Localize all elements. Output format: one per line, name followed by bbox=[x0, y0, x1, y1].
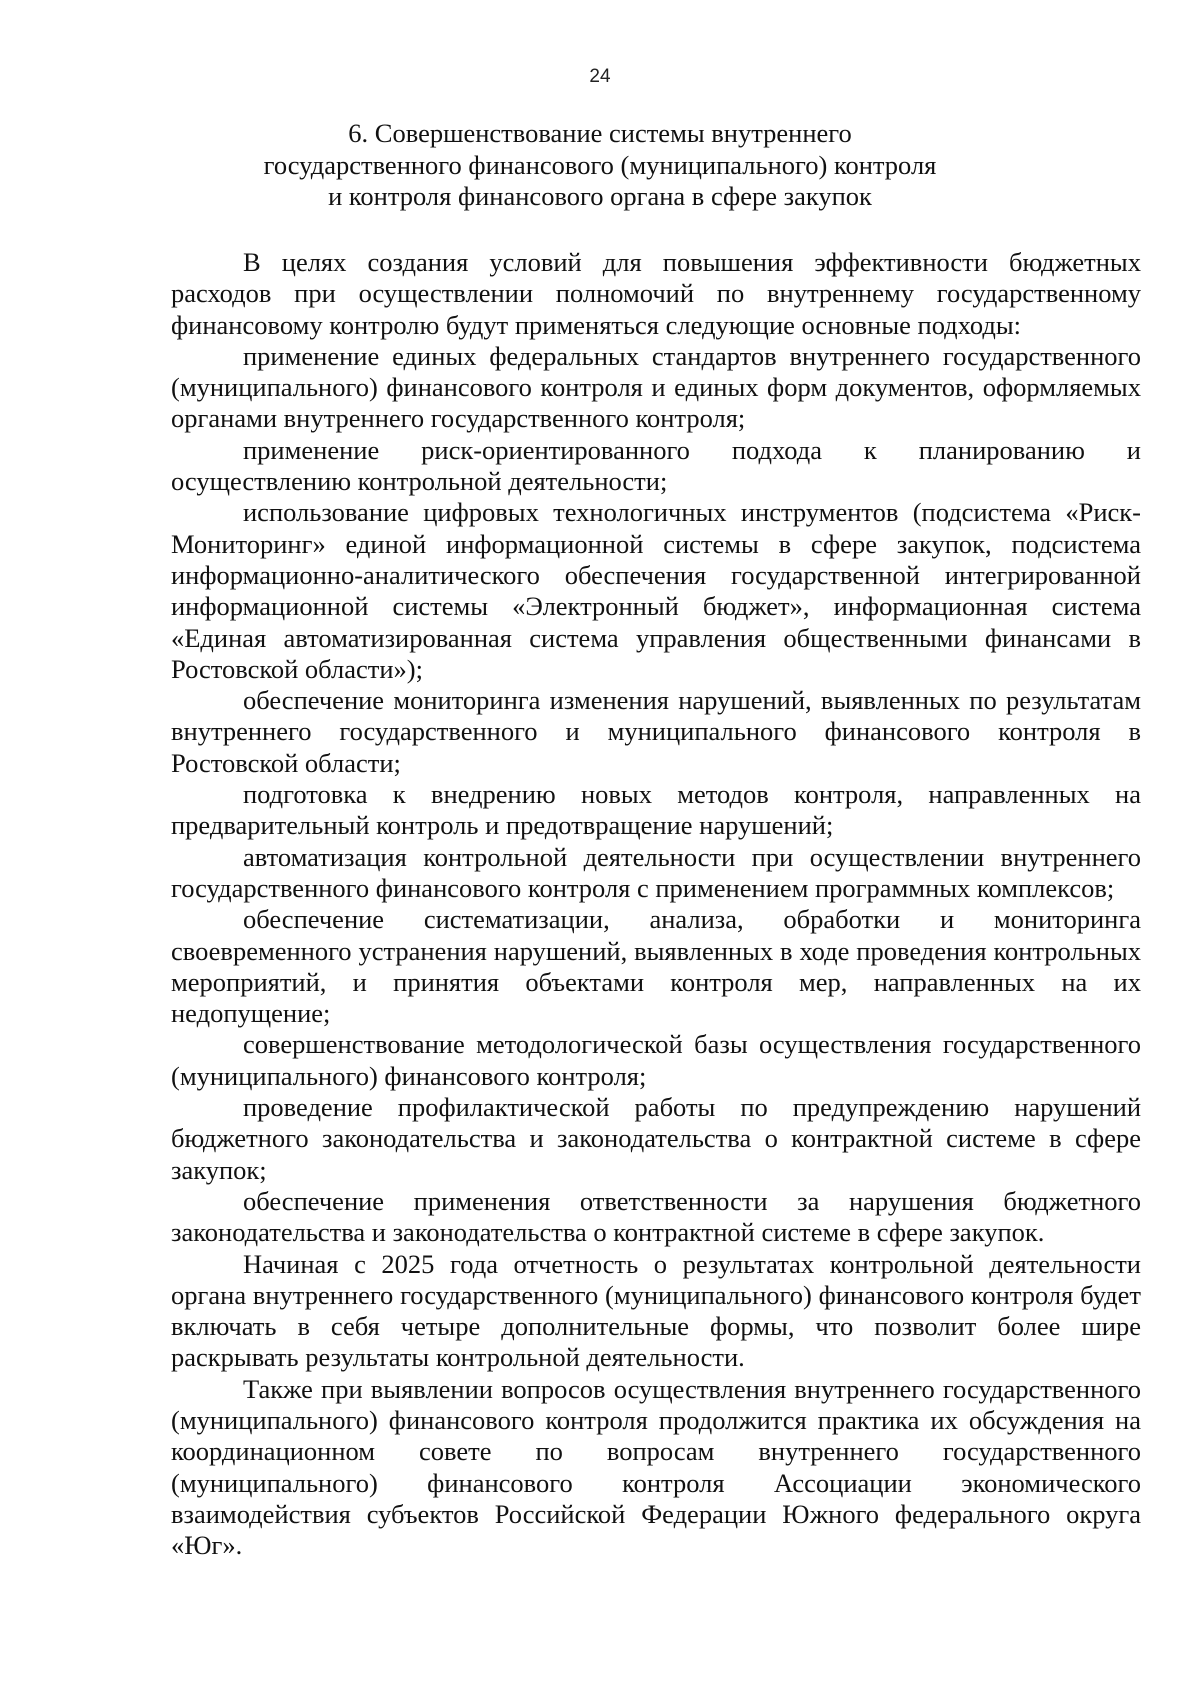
approach-item: использование цифровых технологичных инструментов (подсистема «Риск-Мониторинг» единой информационной системы в сфере закупок, подсистема информационно-аналитического обеспечения государственной интегрированной информационной системы «Электронный бюджет», информационная система «Единая автоматизированная система управления общественными финансами в Ростовской области»); bbox=[171, 497, 1141, 684]
approach-item: обеспечение мониторинга изменения нарушений, выявленных по результатам внутреннего государственного и муниципального финансового контроля в Ростовской области; bbox=[171, 685, 1141, 778]
approach-item: автоматизация контрольной деятельности при осуществлении внутреннего государственного финансового контроля с применением программных комплексов; bbox=[171, 841, 1141, 903]
approach-item: обеспечение применения ответственности за нарушения бюджетного законодательства и законодательства о контрактной системе в сфере закупок. bbox=[171, 1185, 1141, 1248]
intro-paragraph: В целях создания условий для повышения эффективности бюджетных расходов при осуществлении полномочий по внутреннему государственному финансовому контролю будут применяться следующие основные подходы: bbox=[171, 247, 1141, 340]
page-number: 24 bbox=[589, 66, 611, 87]
document-body bbox=[171, 247, 1141, 1561]
approach-item: применение риск-ориентированного подхода к планированию и осуществлению контрольной деятельности; bbox=[171, 434, 1141, 497]
section-heading-line: государственного финансового (муниципального) контроля bbox=[263, 149, 937, 180]
approach-item: проведение профилактической работы по предупреждению нарушений бюджетного законодательства и законодательства о контрактной системе в сфере закупок; bbox=[171, 1092, 1141, 1185]
section-heading bbox=[200, 118, 1000, 213]
approach-item: применение единых федеральных стандартов внутреннего государственного (муниципального) финансового контроля и единых форм документов, оформляемых органами внутреннего государственного контроля; bbox=[171, 340, 1141, 434]
body-paragraph: Начиная с 2025 года отчетность о результатах контрольной деятельности органа внутреннего государственного (муниципального) финансового контроля будет включать в себя четыре дополнительные формы, что позволит более шире раскрывать результаты контрольной деятельности. bbox=[171, 1248, 1141, 1373]
approach-item: совершенствование методологической базы осуществления государственного (муниципального) финансового контроля; bbox=[171, 1029, 1141, 1091]
section-heading-line: 6. Совершенствование системы внутреннего bbox=[348, 118, 852, 148]
approach-item: обеспечение систематизации, анализа, обработки и мониторинга своевременного устранения нарушений, выявленных в ходе проведения контрольных мероприятий, и принятия объектами контроля мер, направленных на их недопущение; bbox=[171, 904, 1141, 1029]
body-paragraph: Также при выявлении вопросов осуществления внутреннего государственного (муниципального) финансового контроля продолжится практика их обсуждения на координационном совете по вопросам внутреннего государственного (муниципального) финансового контроля Ассоциации экономического взаимодействия субъектов Российской Федерации Южного федерального округа «Юг». bbox=[171, 1373, 1141, 1561]
approach-item: подготовка к внедрению новых методов контроля, направленных на предварительный контроль и предотвращение нарушений; bbox=[171, 779, 1141, 841]
section-heading-line: и контроля финансового органа в сфере закупок bbox=[328, 181, 872, 211]
